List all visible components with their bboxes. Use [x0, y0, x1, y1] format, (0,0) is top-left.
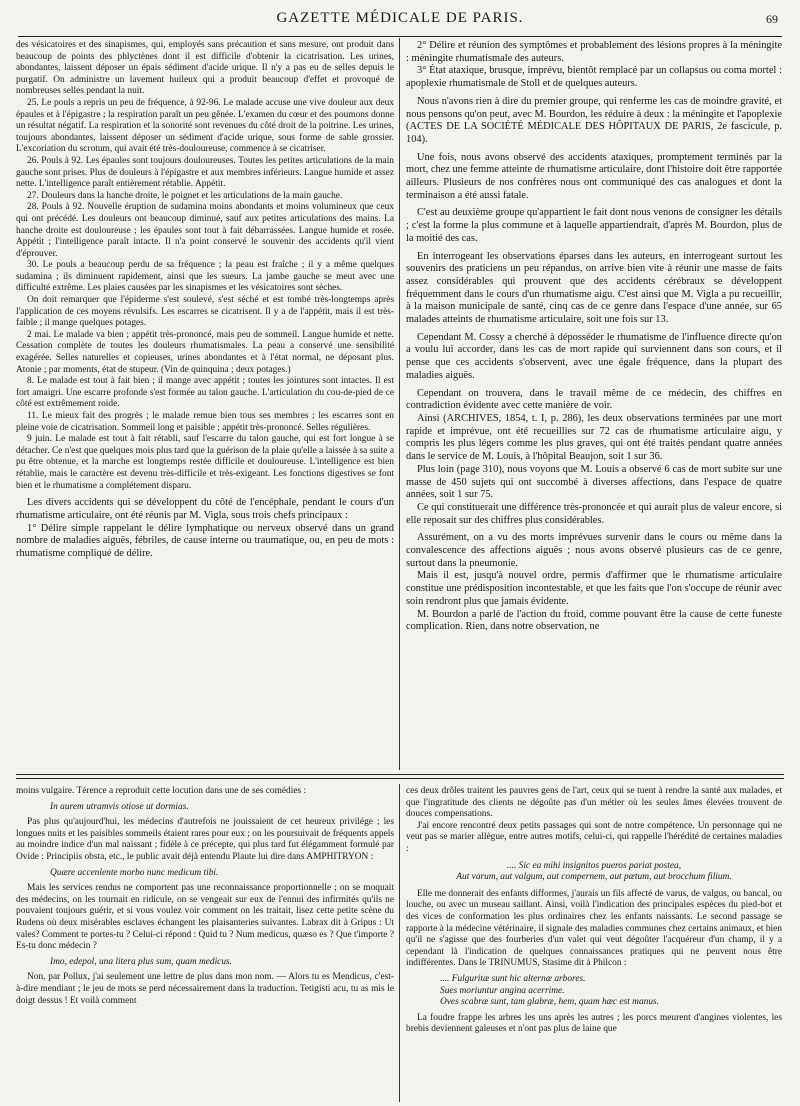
paragraph: 1° Délire simple rappelant le délire lymphatique ou nerveux observé dans un grand nombre de maladies aiguës, fébriles, de cause interne ou traumatique, ou, en peu de mots : rhumatisme compliqué de délire.	[16, 522, 394, 559]
paragraph: Elle me donnerait des enfants difformes, j'aurais un fils affecté de varus, de valgus, ou bancal, ou louche, ou avec un museau saillant. Ainsi, voilà l'indication des principales espèces du pied-bot et des vices de conformation les plus ordinaires chez les enfants naissants. Le second passage se rapporte à la médecine vétérinaire, il signale des maladies communes chez certains animaux, et bien qu'il ne s'agisse que des fourberies d'un valet qui veut dégoûter l'acquéreur d'un champ, il y a cependant là l'indication de quelques connaissances pratiques qui ne peuvent nous être indifférentes. Dans le TRINUMUS, Stasime dit à Philcon :	[406, 888, 782, 969]
section-rule	[16, 774, 784, 775]
paragraph: Nous n'avons rien à dire du premier groupe, qui renferme les cas de moindre gravité, et nous pensons qu'on peut, avec M. Bourdon, les réduire à deux : la méningite et l'apoplexie (ACTES DE LA SOCIÉTÉ MÉDICALE DES HÔPITAUX DE PARIS, 2e fascicule, p. 104).	[406, 95, 782, 145]
paragraph: On doit remarquer que l'épiderme s'est soulevé, s'est séché et est tombé très-longtemps après l'application de ces moyens révulsifs. Les escarres se cicatrisent. Il y a de l'appétit, mais il est très-faible ; il mange quelques potages.	[16, 295, 394, 329]
latin-quote: In aurem utramvis otiose ut dormias.	[50, 801, 189, 812]
top-left-column	[16, 40, 394, 768]
paragraph: Pas plus qu'aujourd'hui, les médecins d'autrefois ne jouissaient de cet heureux privilége ; les longues nuits et les paisibles sommeils étaient rares pour eux ; on les poursuivait de fréquents appels au moindre indice d'un mal naissant ; fidèle à ce précepte, qui plus tard fut élégamment formulé par Ovide : Principiis obsta, etc., le public avait déjà entendu Plaute lui dire dans AMPHITRYON :	[16, 817, 394, 862]
paragraph: En interrogeant les observations éparses dans les auteurs, en interrogeant surtout les souvenirs des praticiens un peu répandus, on arrive bien vite à réunir une masse de faits assez considérables qui prouvent que des accidents cérébraux se développent fréquemment dans le cours d'un rhumatisme aigu. C'est ainsi que M. Vigla a pu recueillir, à la maison municipale de santé, cinq cas de ce genre dans l'espace d'une année, sur 65 malades atteints de rhumatisme articulaire, soit une fois sur 13.	[406, 250, 782, 326]
latin-quote: Quære accenlente morbo nunc medicum tibi.	[50, 867, 219, 878]
journal-title: GAZETTE MÉDICALE DE PARIS.	[276, 10, 524, 26]
paragraph: 27. Douleurs dans la hanche droite, le poignet et les articulations de la main gauche.	[27, 190, 343, 201]
latin-quote: Sues moriuntur angina acerrime.	[440, 985, 565, 996]
paragraph: 11. Le mieux fait des progrès ; le malade remue bien tous ses membres ; les escarres sont en pleine voie de cicatrisation. Sommeil long et paisible ; appétit très-prononcé. Selles régulières.	[16, 411, 394, 433]
paragraph: 25. Le pouls a repris un peu de fréquence, à 92-96. Le malade accuse une vive douleur aux deux épaules et à l'épigastre ; la respiration paraît un peu gênée. L'examen du cœur et des poumons donne un résultat négatif. La respiration et la sonorité sont revenues du côté droit de la poitrine. Les urines, toujours abondantes, laissent déposer un sédiment d'acide urique, sous forme de sable grossier. L'excoriation du scrotum, qui avait été très-douloureuse, commence à se cicatriser.	[16, 97, 394, 155]
bottom-left-column	[16, 786, 394, 1102]
page-header	[18, 8, 782, 37]
paragraph: 3° État ataxique, brusque, imprévu, bientôt remplacé par un collapsus ou coma mortel : apoplexie rhumatismale de Stoll et de quelques auteurs.	[406, 65, 782, 90]
top-right-column	[406, 40, 782, 768]
paragraph: Non, par Pollux, j'ai seulement une lettre de plus dans mon nom. — Alors tu es Mendicus, c'est-à-dire mendiant ; le jeu de mots se perd nécessairement dans la traduction. Tetigisti acu, tu as mis le doigt dessus ! Et voilà comment	[16, 972, 394, 1006]
latin-quote: Imo, edepol, una litera plus sum, quam medicus.	[50, 956, 233, 967]
paragraph: Une fois, nous avons observé des accidents ataxiques, promptement terminés par la mort, chez une femme atteinte de rhumatisme articulaire, dont l'histoire doit être rapportée ailleurs. Plusieurs de nos confrères nous ont communiqué des cas analogues et dont la terminaison a été aussi fatale.	[406, 151, 782, 201]
paragraph: 26. Pouls à 92. Les épaules sont toujours douloureuses. Toutes les petites articulations de la main gauche sont prises. Plus de douleurs à l'épigastre et aux membres inférieurs. Langue humide et assez nette. L'intelligence paraît entièrement rétablie. Appétit.	[16, 155, 394, 190]
paragraph: Plus loin (page 310), nous voyons que M. Louis a observé 6 cas de mort subite sur une masse de 450 sujets qui ont succombé à diverses affections, dans l'espace de quatre années, soit 1 sur 75.	[406, 463, 782, 501]
page-number: 69	[766, 12, 778, 26]
paragraph: 2° Délire et réunion des symptômes et probablement des lésions propres à la méningite : méningite rhumatismale des auteurs.	[406, 40, 782, 64]
paragraph: La foudre frappe les arbres les uns après les autres ; les porcs meurent d'angines violentes, les brebis deviennent galeuses et n'ont pas plus de laine que	[406, 1012, 782, 1035]
paragraph: C'est au deuxième groupe qu'appartient le fait dont nous venons de consigner les détails ; c'est la forme la plus commune et à laquelle appartiendrait, d'après M. Bourdon, plus de la moitié des cas.	[406, 207, 782, 244]
paragraph: moins vulgaire. Térence a reproduit cette locution dans une de ses comédies :	[16, 786, 307, 796]
paragraph: 9 juin. Le malade est tout à fait rétabli, sauf l'escarre du talon gauche, qui est fort longue à se détacher. Ce n'est que quelques mois plus tard que la guérison de la plaie qu'elle a laissée à sa suite a pu être obtenue, et la marche est longtemps restée difficile et douloureuse. L'intelligence est bien rétablie, mais le caractère est devenu très-difficile et très-exigeant. Les fonctions digestives se font bien et le rhumatisme a complétement disparu.	[16, 434, 394, 491]
paragraph: 30. Le pouls a beaucoup perdu de sa fréquence ; la peau est fraîche ; il y a même quelques sudamina ; ils diminuent rapidement, ainsi que les sueurs. La jambe gauche se meut avec une difficulté extrême. Les plaies causées par les sinapismes et les vésicatoires sont sèches.	[16, 260, 394, 294]
bottom-right-column	[406, 786, 782, 1102]
column-divider	[399, 38, 400, 770]
paragraph: ces deux drôles traitent les pauvres gens de l'art, ceux qui se tuent à rendre la santé aux malades, et que l'ingratitude des clients ne dégoûte pas d'un métier où les seules âmes élevées trouvent de douces compensations.	[406, 786, 782, 820]
latin-quote: .... Sic ea mihi insignitos pueros pariat postea,	[506, 860, 682, 871]
paragraph: Les divers accidents qui se développent du côté de l'encéphale, pendant le cours d'un rhumatisme articulaire, ont été réunis par M. Vigla, sous trois chefs principaux :	[16, 497, 394, 521]
latin-quote: Oves scabræ sunt, tam glabræ, hem, quam hæc est manus.	[440, 997, 660, 1008]
paragraph: Mais il est, jusqu'à nouvel ordre, permis d'affirmer que le rhumatisme articulaire constitue une prédisposition incontestable, et que les faits que l'on s'occupe de réunir avec soin rendront plus que jamais évidente.	[406, 570, 782, 607]
paragraph: Cependant on trouvera, dans le travail même de ce médecin, des chiffres en contradiction évidente avec cette manière de voir.	[406, 387, 782, 412]
section-rule	[16, 778, 784, 779]
paragraph: 2 mai. Le malade va bien ; appétit très-prononcé, mais peu de sommeil. Langue humide et nette. Cessation complète de toutes les douleurs rhumatismales. La peau a conservé une sensibilité exagérée. Selles naturelles et copieuses, urines abondantes et à l'état normal, ne déposant plus. Atonie ; par moments, état de stupeur. (Vin de quinquina ; deux potages.)	[16, 329, 394, 375]
paragraph: Ainsi (ARCHIVES, 1854, t. I, p. 286), les deux observations terminées par une mort rapide et imprévue, ont été recueillies sur 72 cas de rhumatisme articulaire aigu, y compris les plus légers comme les plus graves, qui ont été traités pendant quatre années dans le service de M. Louis, à l'hôpital Beaujon, soit 1 sur 36.	[406, 412, 782, 463]
paragraph: Cependant M. Cossy a cherché à déposséder le rhumatisme de l'influence directe qu'on a voulu lui accorder, dans les cas de mort rapide qui surviennent dans son cours, et il pense que ces accidents s'observent, avec une égale fréquence, dans la plupart des maladies aiguës.	[406, 331, 782, 381]
paragraph: J'ai encore rencontré deux petits passages qui sont de notre compétence. Un personnage qui ne veut pas se marier allègue, entre autres motifs, celui-ci, qui rappelle l'hérédité de certaines maladies :	[406, 820, 782, 854]
paragraph: Mais les services rendus ne comportent pas une reconnaissance proportionnelle ; on se moquait des médecins, on les tournait en ridicule, on se vengeait sur eux de l'ennui des infirmités qu'ils ne pouvaient toujours guérir, et si vous voulez voir comment on les traitait, lisez cette petite scène du Rudens où deux misérables esclaves échangent les plaisanteries suivantes. Labrax dit à Gripus : Ut vales? Comment te portes-tu ? Celui-ci répond : Quid tu ? Num medicus, quæso es ? Que t'importe ? Es-tu donc médecin ?	[16, 883, 394, 952]
paragraph: des vésicatoires et des sinapismes, qui, employés sans précaution et sans mesure, ont produit dans beaucoup de points des phlyctènes dont il est difficile d'obtenir la cicatrisation. Les urines, abondantes, laissent déposer un épais sédiment d'acide urique. Il n'y a pas eu de selles depuis le purgatif. On administre un lavement huileux qui a produit beaucoup d'effet et provoqué de nombreuses selles pendant la nuit.	[16, 40, 394, 97]
paragraph: M. Bourdon a parlé de l'action du froid, comme pouvant être la cause de cette funeste complication. Rien, dans notre observation, ne	[406, 608, 782, 633]
paragraph: Assurément, on a vu des morts imprévues survenir dans le cours ou même dans la convalescence des affections aiguës ; nous avons observé plusieurs cas de ce genre, surtout dans la pneumonie.	[406, 532, 782, 569]
paragraph: 8. Le malade est tout à fait bien ; il mange avec appétit ; toutes les jointures sont intactes. Il est fort amaigri. Une escarre profonde s'est formée au talon gauche. L'articulation du cou-de-pied de ce côté est extrêmement roide.	[16, 376, 394, 410]
paragraph: 28. Pouls à 92. Nouvelle éruption de sudamina moins abondants et moins volumineux que ceux qui ont précédé. Les douleurs ont beaucoup diminué, sauf aux petites articulations des mains. La hanche droite est douloureuse ; les épaules sont tout à fait débarrassées. Langue humide et rosée. Appétit ; l'intelligence paraît intacte. Il n'a point conservé le souvenir des accidents qu'il vient d'éprouver.	[16, 202, 394, 259]
column-divider	[399, 784, 400, 1102]
paragraph: Ce qui constituerait une différence très-prononcée et qui aurait plus de valeur encore, si elle reposait sur des chiffres plus considérables.	[406, 501, 782, 526]
latin-quote: Aut varum, aut valgum, aut compernem, aut pætum, aut brocchum filium.	[456, 872, 732, 883]
latin-quote: .... Fulguritæ sunt hic alternæ arbores.	[440, 973, 586, 984]
